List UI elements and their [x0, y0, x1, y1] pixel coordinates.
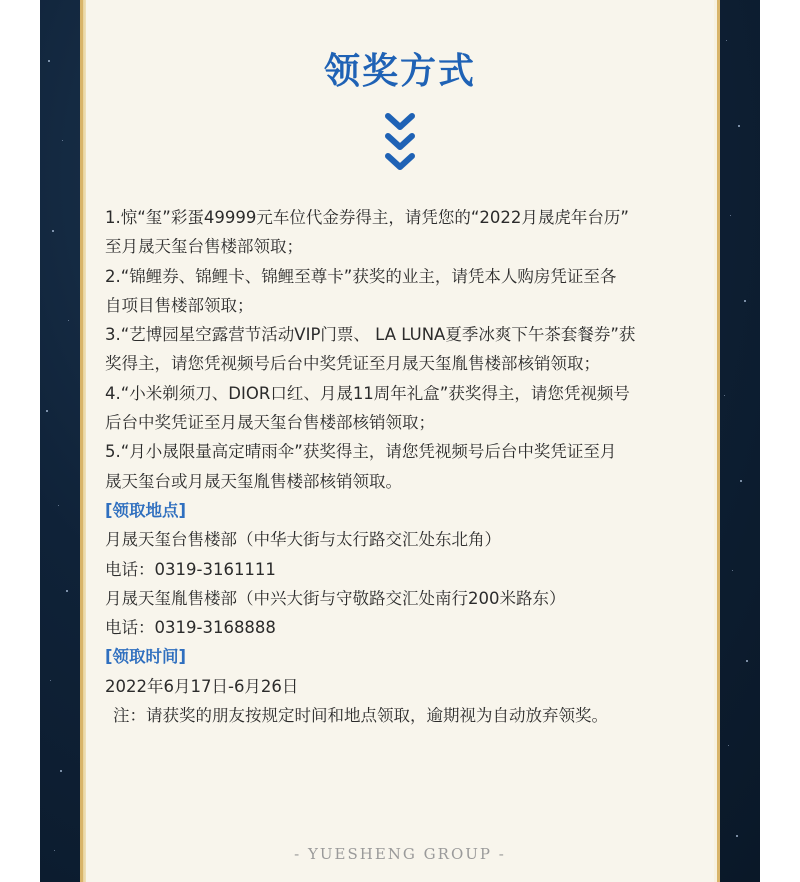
time-heading: [领取时间] [105, 647, 187, 667]
rule-line: 奖得主，请您凭视频号后台中奖凭证至月晟天玺胤售楼部核销领取； [105, 354, 600, 374]
location-line: 月晟天玺胤售楼部（中兴大街与守敬路交汇处南行200米路东） [105, 588, 566, 608]
rule-line: 4.“小米剃须刀、DIOR口红、月晟11周年礼盒”获奖得主，请您凭视频号 [105, 383, 630, 403]
rule-line: 5.“月小晟限量高定晴雨伞”获奖得主，请您凭视频号后台中奖凭证至月 [105, 442, 617, 462]
rule-line: 2.“锦鲤券、锦鲤卡、锦鲤至尊卡”获奖的业主，请凭本人购房凭证至各 [105, 266, 617, 286]
page-title: 领奖方式 [323, 51, 476, 92]
rule-line: 1.惊“玺”彩蛋49999元车位代金券得主，请凭您的“2022月晟虎年台历” [105, 208, 629, 227]
footer-brand: - YUESHENG GROUP - [294, 845, 506, 863]
note-text: 注：请获奖的朋友按规定时间和地点领取，逾期视为自动放弃领奖。 [113, 706, 608, 726]
chevron-down-icon [383, 112, 417, 174]
rule-line: 自项目售楼部领取； [105, 295, 254, 315]
prize-rules [105, 203, 713, 730]
rule-line: 晟天玺台或月晟天玺胤售楼部核销领取。 [105, 471, 402, 491]
phone-line: 电话：0319-3161111 [105, 559, 276, 579]
location-line: 月晟天玺台售楼部（中华大街与太行路交汇处东北角） [105, 530, 501, 550]
phone-line: 电话：0319-3168888 [105, 618, 276, 638]
rule-line: 后台中奖凭证至月晟天玺台售楼部核销领取； [105, 413, 435, 433]
rule-line: 3.“艺博园星空露营节活动VIP门票、 LA LUNA夏季冰爽下午茶套餐券”获 [105, 325, 636, 345]
date-range: 2022年6月17日-6月26日 [105, 676, 299, 696]
location-heading: [领取地点] [105, 500, 187, 520]
rule-line: 至月晟天玺台售楼部领取； [105, 237, 303, 257]
